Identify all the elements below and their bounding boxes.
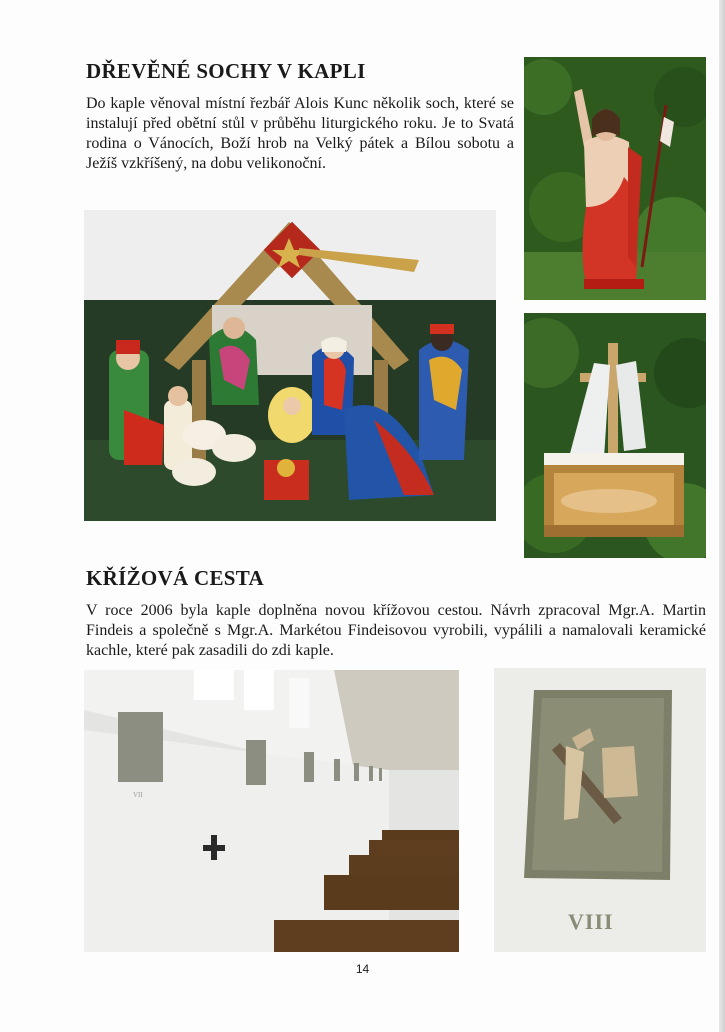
section-heading-stations-of-cross: KŘÍŽOVÁ CESTA	[86, 566, 264, 590]
page-edge	[719, 0, 725, 1032]
page-number: 14	[355, 962, 370, 976]
section-paragraph-stations-of-cross: V roce 2006 byla kaple doplněna novou křížovou cestou. Návrh zpracoval Mgr.A. Martin Findeis a společně s Mgr.A. Markétou Findeisovou vyrobili, vypálili a namalovali keramické kachle, které pak zasadili do zdi kaple.	[86, 602, 706, 659]
photo-risen-christ	[524, 57, 706, 300]
photo-holy-tomb	[524, 313, 706, 558]
station-numeral: VIII	[568, 909, 614, 934]
section-heading-wooden-statues: DŘEVĚNÉ SOCHY V KAPLI	[86, 59, 366, 83]
station-numeral-wall: VII	[133, 791, 143, 799]
section-paragraph-wooden-statues: Do kaple věnoval místní řezbář Alois Kunc několik soch, které se instalují před obětní stůl v průběhu liturgického roku. Je to Svatá rodina o Vánocích, Boží hrob na Velký pátek a Bílou sobotu a Ježíš vzkříšený, na dobu velikonoční.	[86, 95, 514, 172]
photo-chapel-interior	[84, 670, 459, 952]
photo-nativity	[84, 210, 496, 521]
